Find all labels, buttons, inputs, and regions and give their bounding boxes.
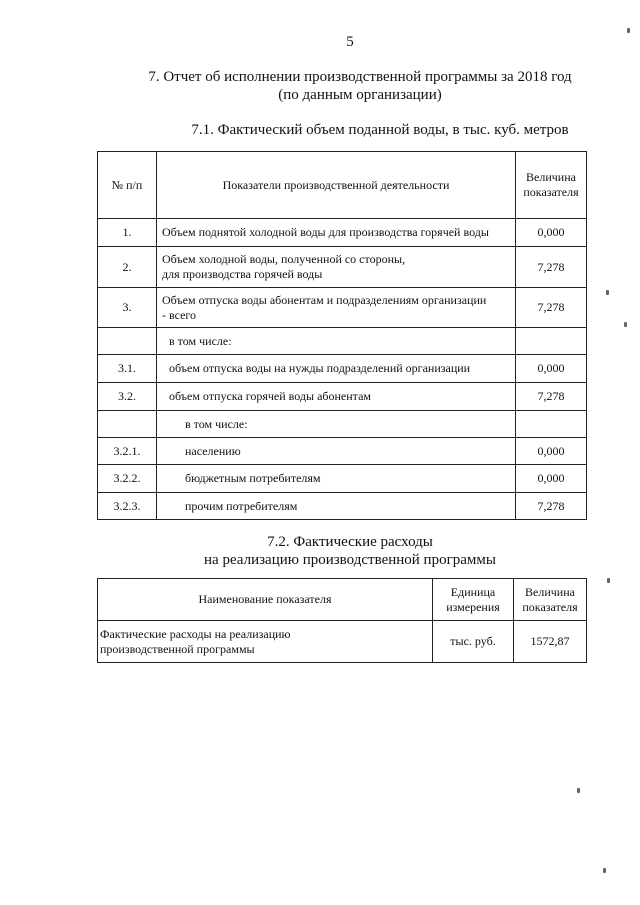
row-value [516, 411, 587, 438]
section-71-title: 7.1. Фактический объем поданной воды, в тыс. куб. метров [191, 122, 569, 138]
section-72-title [160, 533, 540, 569]
section-72-title-line1: 7.2. Фактические расходы [267, 534, 433, 550]
table-row [98, 355, 587, 383]
row-unit: тыс. руб. [433, 621, 514, 663]
row-value: 7,278 [516, 383, 587, 411]
row-name: бюджетным потребителям [157, 465, 516, 493]
row-value: 0,000 [516, 465, 587, 493]
scan-speck [603, 868, 606, 873]
row-name-line2: для производства горячей воды [162, 267, 323, 281]
row-name-line2: - всего [162, 307, 197, 322]
header-unit-line2: измерения [446, 599, 500, 614]
scan-speck [606, 290, 609, 295]
report-title [140, 68, 580, 104]
row-num: 3.2. [98, 383, 157, 411]
row-name: объем отпуска горячей воды абонентам [157, 383, 516, 411]
row-num: 3. [98, 288, 157, 328]
row-num: 2. [98, 247, 157, 288]
page-number: 5 [346, 34, 354, 50]
scan-speck [627, 28, 630, 33]
scan-speck [624, 322, 627, 327]
row-value: 7,278 [516, 247, 587, 288]
row-name-line1: Объем холодной воды, полученной со стороны, [162, 252, 406, 266]
row-name-line1: Объем отпуска воды абонентам и подразделениям организации [162, 292, 487, 307]
row-name-line1: Фактические расходы на реализацию [100, 626, 291, 641]
table-header-row [98, 152, 587, 219]
water-volume-table [97, 151, 587, 520]
row-num: 3.1. [98, 355, 157, 383]
row-value [516, 328, 587, 355]
header-value-line1: Величина [526, 170, 576, 184]
row-name-line2: производственной программы [100, 641, 255, 656]
table-row [98, 621, 587, 663]
row-name: Объем поднятой холодной воды для производства горячей воды [157, 219, 516, 247]
row-value: 7,278 [516, 493, 587, 520]
header-indicator: Показатели производственной деятельности [157, 152, 516, 219]
row-value: 1572,87 [514, 621, 587, 663]
scan-speck [577, 788, 580, 793]
table-row [98, 493, 587, 520]
table-row [98, 247, 587, 288]
header-value-line2: показателя [523, 185, 579, 199]
header-unit-line1: Единица [450, 584, 496, 599]
header-num: № п/п [98, 152, 157, 219]
row-value: 0,000 [516, 219, 587, 247]
row-name [98, 621, 433, 663]
row-num: 3.2.3. [98, 493, 157, 520]
table-row [98, 288, 587, 328]
header-value [514, 579, 587, 621]
row-name: в том числе: [157, 328, 516, 355]
table-row [98, 411, 587, 438]
table-row [98, 328, 587, 355]
row-num [98, 411, 157, 438]
table-row [98, 383, 587, 411]
header-unit [433, 579, 514, 621]
row-name [157, 247, 516, 288]
table-row [98, 465, 587, 493]
expenses-table [97, 578, 587, 663]
header-value-line2: показателя [522, 599, 578, 614]
row-num [98, 328, 157, 355]
row-name: в том числе: [157, 411, 516, 438]
row-name: прочим потребителям [157, 493, 516, 520]
row-name: объем отпуска воды на нужды подразделений организации [157, 355, 516, 383]
header-value-line1: Величина [525, 584, 575, 599]
row-name: населению [157, 438, 516, 465]
header-value [516, 152, 587, 219]
table-row [98, 219, 587, 247]
row-num: 3.2.2. [98, 465, 157, 493]
table-row [98, 438, 587, 465]
row-value: 7,278 [516, 288, 587, 328]
row-num: 1. [98, 219, 157, 247]
row-name [157, 288, 516, 328]
report-title-line1: 7. Отчет об исполнении производственной программы за 2018 год [148, 69, 572, 85]
section-72-title-line2: на реализацию производственной программы [204, 552, 496, 568]
scan-speck [607, 578, 610, 583]
header-indicator-name: Наименование показателя [98, 579, 433, 621]
row-value: 0,000 [516, 438, 587, 465]
row-value: 0,000 [516, 355, 587, 383]
report-title-line2: (по данным организации) [278, 87, 442, 103]
table-header-row [98, 579, 587, 621]
row-num: 3.2.1. [98, 438, 157, 465]
